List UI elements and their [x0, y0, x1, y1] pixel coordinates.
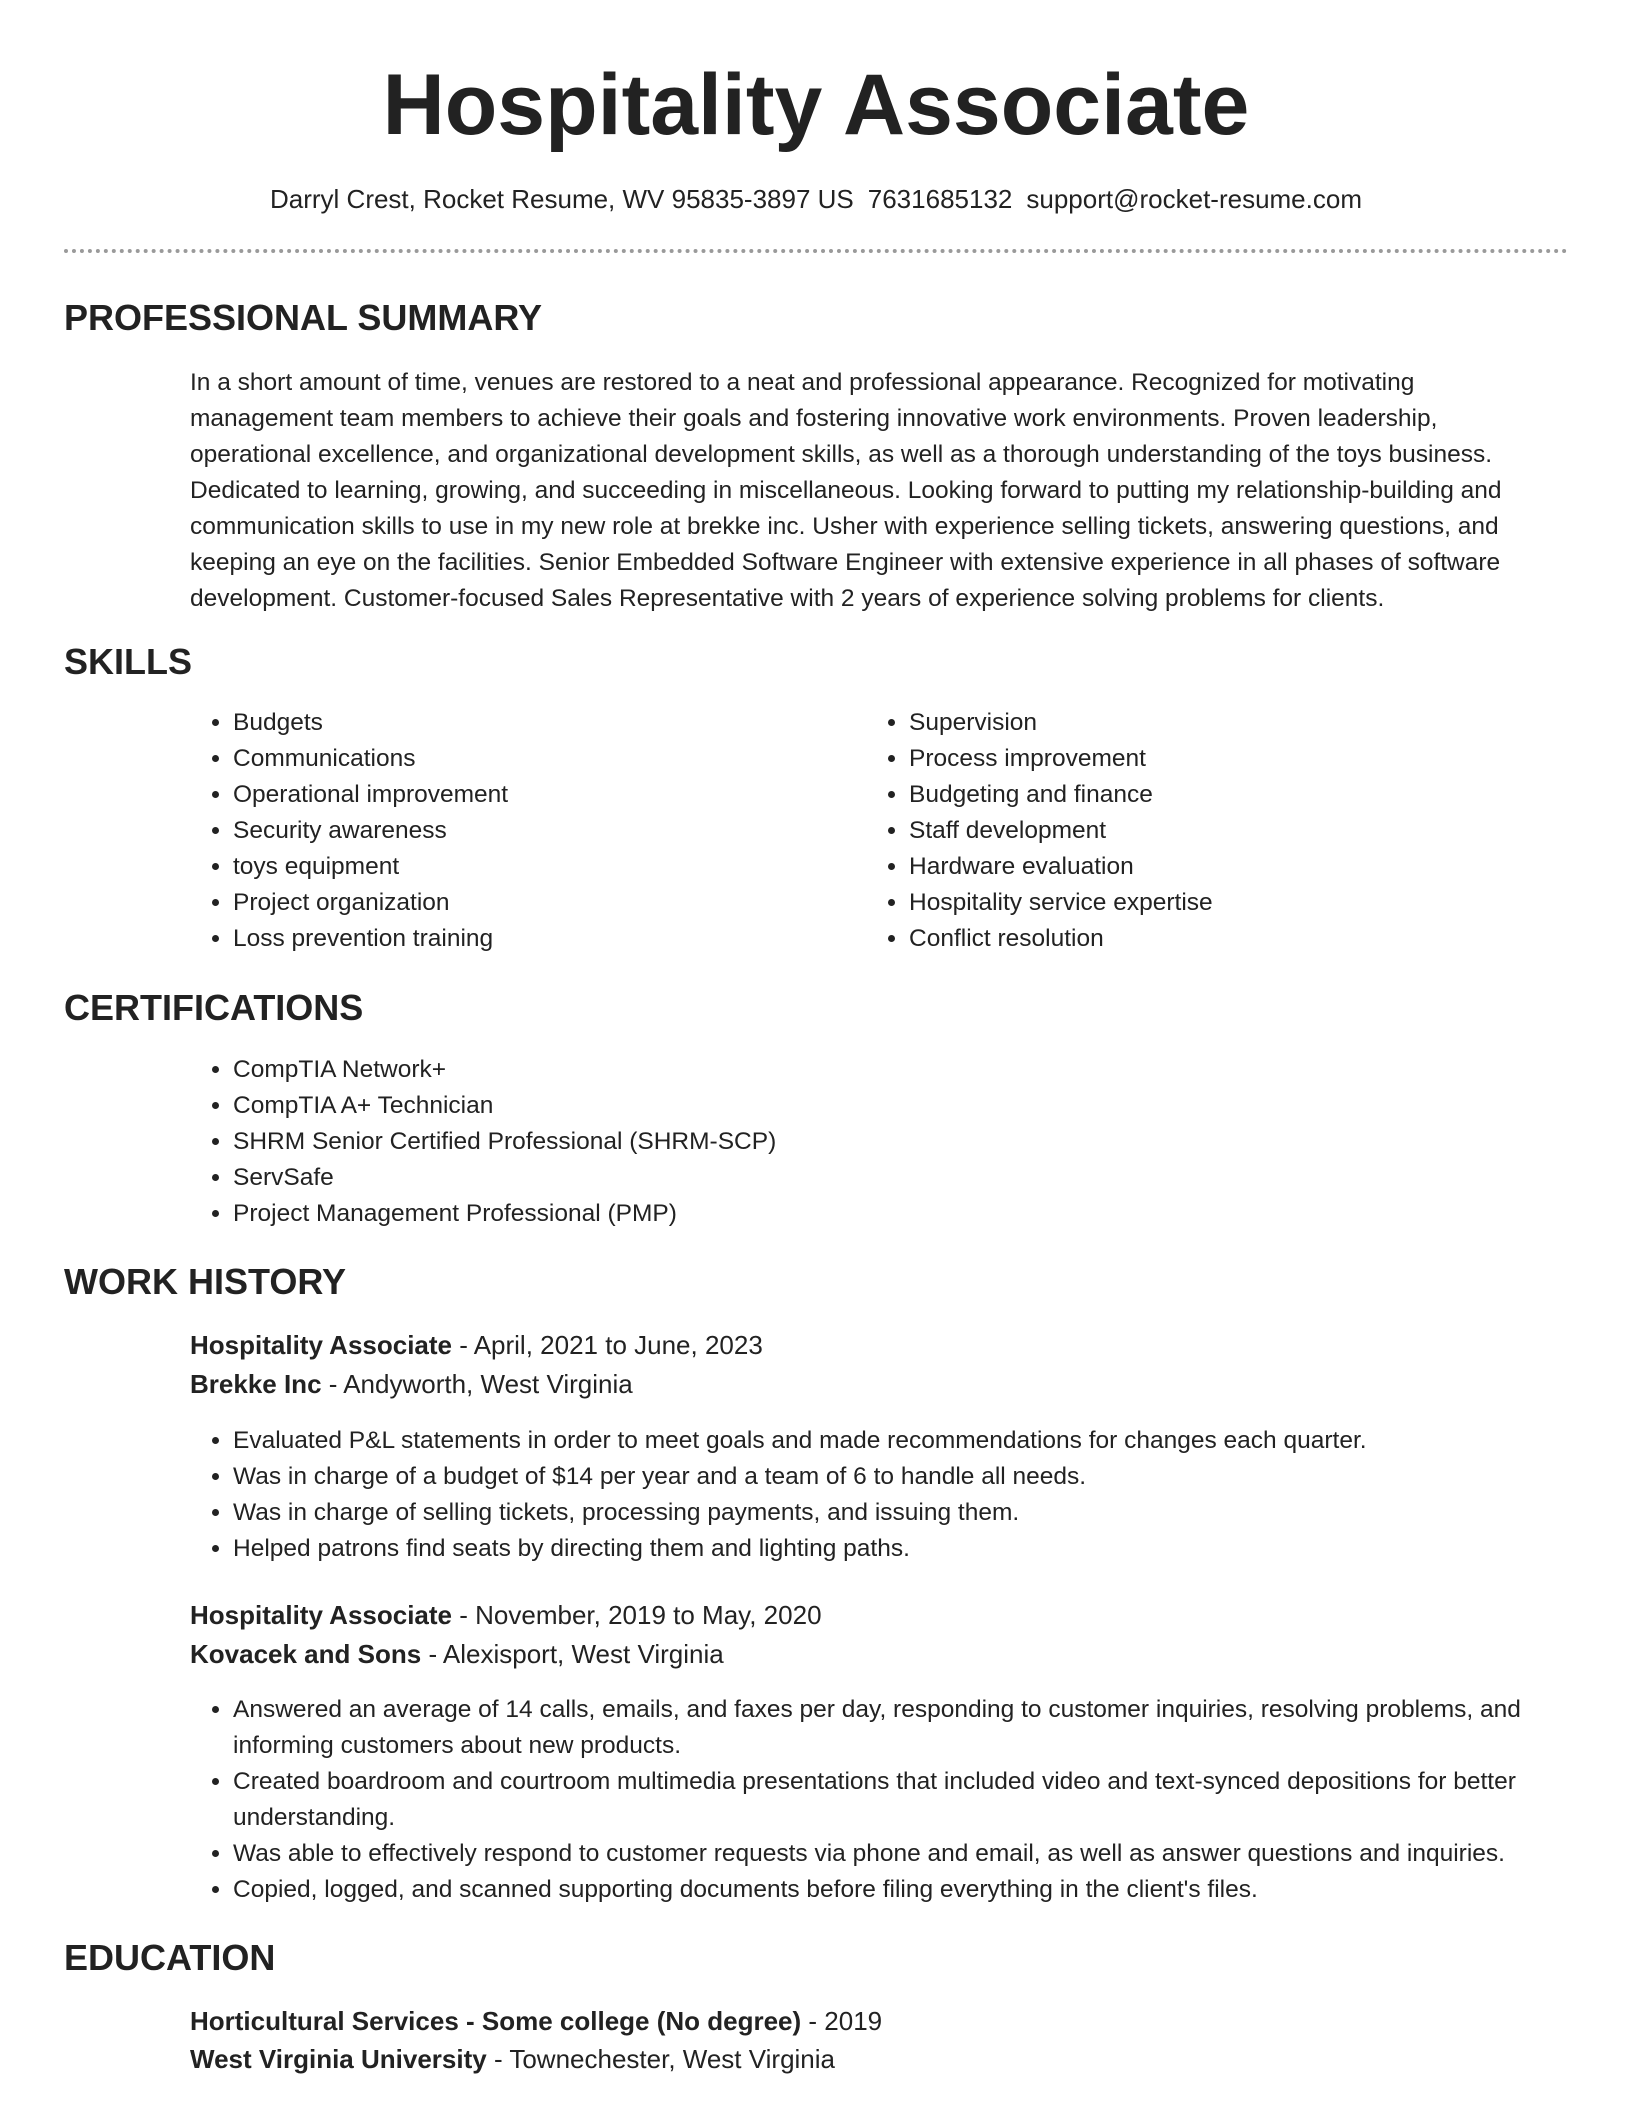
skills-list-left — [190, 705, 853, 957]
skill-item: • Project organization — [233, 885, 853, 921]
job-bullets — [190, 1692, 1603, 1908]
skill-item: • Conflict resolution — [909, 921, 1549, 957]
skill-item: • Supervision — [909, 705, 1549, 741]
education-school: West Virginia University — [190, 2044, 487, 2074]
job-dates: - April, 2021 to June, 2023 — [459, 1330, 763, 1360]
skills-heading: SKILLS — [64, 641, 193, 682]
job-bullet: • Helped patrons find seats by directing them and lighting paths. — [233, 1531, 1603, 1567]
header-divider — [64, 249, 1568, 253]
skill-item: • Staff development — [909, 813, 1549, 849]
job-title-line — [190, 1596, 822, 1634]
skill-item: • Hospitality service expertise — [909, 885, 1549, 921]
education-school-line — [190, 2040, 835, 2078]
skill-item: • Hardware evaluation — [909, 849, 1549, 885]
education-degree-line — [190, 2002, 882, 2040]
job-title: Hospitality Associate — [190, 1600, 453, 1630]
certifications-list — [190, 1052, 1533, 1232]
job-bullet: • Evaluated P&L statements in order to meet goals and made recommendations for changes each quarter. — [233, 1423, 1603, 1459]
job-location: - Andyworth, West Virginia — [328, 1369, 633, 1399]
certification-item: • CompTIA A+ Technician — [233, 1088, 1533, 1124]
job-dates: - November, 2019 to May, 2020 — [459, 1600, 822, 1630]
contact-address: Darryl Crest, Rocket Resume, WV 95835-3897 US — [269, 184, 854, 214]
contact-line — [0, 180, 1632, 218]
skill-item: • toys equipment — [233, 849, 853, 885]
job-bullet: • Was in charge of selling tickets, processing payments, and issuing them. — [233, 1495, 1603, 1531]
job-location: - Alexisport, West Virginia — [428, 1639, 724, 1669]
education-year: - 2019 — [808, 2006, 883, 2036]
certification-item: • SHRM Senior Certified Professional (SHRM-SCP) — [233, 1124, 1533, 1160]
page-title: Hospitality Associate — [382, 57, 1250, 153]
job-company-line — [190, 1635, 724, 1673]
certification-item: • ServSafe — [233, 1160, 1533, 1196]
job-company: Kovacek and Sons — [190, 1639, 422, 1669]
skill-item: • Communications — [233, 741, 853, 777]
skill-item: • Security awareness — [233, 813, 853, 849]
skill-item: • Budgeting and finance — [909, 777, 1549, 813]
job-bullet: • Created boardroom and courtroom multimedia presentations that included video and text-synced depositions for better understanding. — [233, 1764, 1603, 1836]
job-title: Hospitality Associate — [190, 1330, 453, 1360]
certification-item: • CompTIA Network+ — [233, 1052, 1533, 1088]
job-bullet: • Copied, logged, and scanned supporting documents before filing everything in the client's files. — [233, 1872, 1603, 1908]
certifications-heading: CERTIFICATIONS — [64, 987, 364, 1028]
contact-email[interactable]: support@rocket-resume.com — [1026, 184, 1362, 214]
education-heading: EDUCATION — [64, 1937, 276, 1978]
education-location: - Townechester, West Virginia — [493, 2044, 835, 2074]
job-bullet: • Was in charge of a budget of $14 per year and a team of 6 to handle all needs. — [233, 1459, 1603, 1495]
skill-item: • Operational improvement — [233, 777, 853, 813]
job-title-line — [190, 1326, 763, 1364]
skill-item: • Process improvement — [909, 741, 1549, 777]
job-bullet: • Answered an average of 14 calls, emails, and faxes per day, responding to customer inquiries, resolving problems, and informing customers about new products. — [233, 1692, 1603, 1764]
summary-text: In a short amount of time, venues are restored to a neat and professional appearance. Recognized for motivating management team members to achieve their goals and fostering innovative work environments. Proven leadership, operational excellence, and organizational development skills, as well as a thorough understanding of the toys business. Dedicated to learning, growing, and succeeding in miscellaneous. Looking forward to putting my relationship-building and communication skills to use in my new role at brekke inc. Usher with experience selling tickets, answering questions, and keeping an eye on the facilities. Senior Embedded Software Engineer with extensive experience in all phases of software development. Customer-focused Sales Representative with 2 years of experience solving problems for clients. — [190, 369, 1502, 612]
job-bullets — [190, 1423, 1603, 1567]
summary-heading: PROFESSIONAL SUMMARY — [64, 297, 543, 338]
job-company: Brekke Inc — [190, 1369, 322, 1399]
work-history-heading: WORK HISTORY — [64, 1261, 347, 1302]
job-bullet: • Was able to effectively respond to customer requests via phone and email, as well as answer questions and inquiries. — [233, 1836, 1603, 1872]
education-degree: Horticultural Services - Some college (No degree) — [190, 2006, 802, 2036]
contact-phone: 7631685132 — [867, 184, 1013, 214]
skill-item: • Budgets — [233, 705, 853, 741]
skill-item: • Loss prevention training — [233, 921, 853, 957]
job-company-line — [190, 1365, 633, 1403]
skills-list-right — [866, 705, 1549, 957]
certification-item: • Project Management Professional (PMP) — [233, 1196, 1533, 1232]
